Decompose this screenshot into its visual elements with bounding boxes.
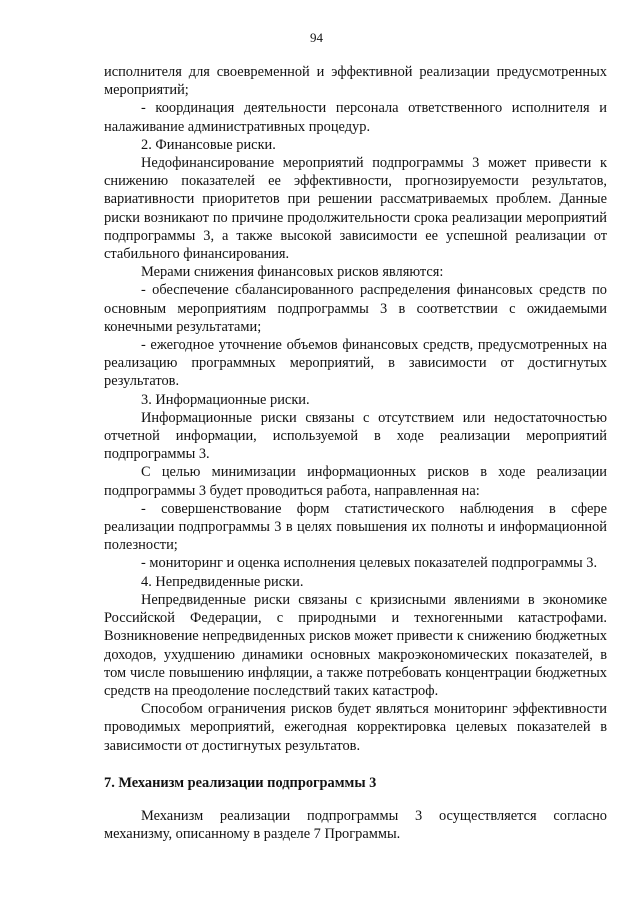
document-body (104, 63, 607, 843)
paragraph: Механизм реализации подпрограммы 3 осуществляется согласно механизму, описанному в разделе 7 Программы. (104, 807, 607, 843)
paragraph: Способом ограничения рисков будет являться мониторинг эффективности проводимых мероприятий, ежегодная корректировка целевых показателей в зависимости от достигнутых результатов. (104, 701, 607, 754)
paragraph: - совершенствование форм статистического наблюдения в сфере реализации подпрограммы 3 в целях повышения их полноты и информационной полезности; (104, 500, 607, 554)
page-number: 94 (310, 30, 323, 45)
section-heading: 7. Механизм реализации подпрограммы 3 (104, 774, 377, 791)
paragraph: С целью минимизации информационных рисков в ходе реализации подпрограммы 3 будет проводиться работа, направленная на: (104, 464, 607, 499)
paragraphs-before-heading (104, 63, 607, 755)
paragraph: Недофинансирование мероприятий подпрограммы 3 может привести к снижению показателей ее эффективности, прогнозируемости результатов, вариативности приоритетов при решении рассматриваемых проблем. Данные риски возникают по причине продолжительности срока реализации мероприятий подпрограммы 3, а также высокой зависимости ее успешной реализации от стабильного финансирования. (104, 155, 607, 263)
paragraph: Мерами снижения финансовых рисков являются: (141, 264, 444, 281)
paragraph: - координация деятельности персонала ответственного исполнителя и налаживание административных процедур. (104, 100, 607, 135)
paragraph: 4. Непредвиденные риски. (141, 573, 304, 590)
paragraph: - обеспечение сбалансированного распределения финансовых средств по основным мероприятиям подпрограммы 3 в соответствии с ожидаемыми конечными результатами; (104, 282, 607, 335)
paragraph: 2. Финансовые риски. (141, 136, 276, 153)
paragraph: Информационные риски связаны с отсутствием или недостаточностью отчетной информации, используемой в ходе реализации мероприятий подпрограммы 3. (104, 409, 607, 463)
paragraph: исполнителя для своевременной и эффективной реализации предусмотренных мероприятий; (104, 64, 607, 99)
paragraphs-after-heading (104, 807, 607, 843)
paragraph: Непредвиденные риски связаны с кризисными явлениями в экономике Российской Федерации, с природными и техногенными катастрофами. Возникновение непредвиденных рисков может привести к снижению бюджетных доходов, ухудшению динамики основных макроэкономических показателей, в том числе повышению инфляции, а также потребовать концентрации бюджетных средств на преодоление последствий таких катастроф. (104, 591, 607, 699)
paragraph: 3. Информационные риски. (141, 391, 310, 408)
paragraph: - мониторинг и оценка исполнения целевых показателей подпрограммы 3. (141, 555, 598, 572)
paragraph: - ежегодное уточнение объемов финансовых средств, предусмотренных на реализацию программных мероприятий, в зависимости от достигнутых результатов. (104, 337, 607, 390)
